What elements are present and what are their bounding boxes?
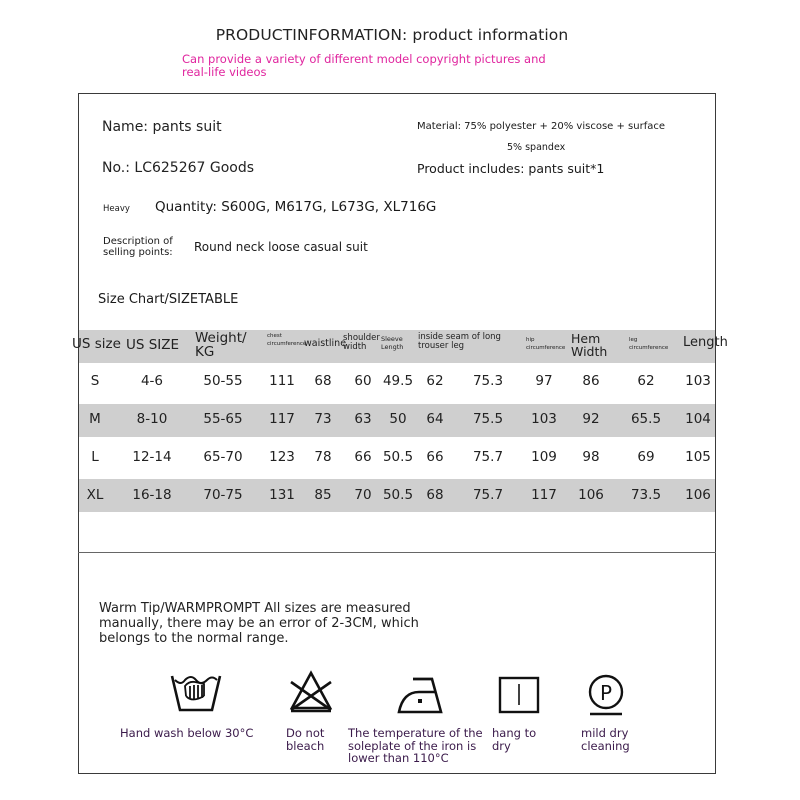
header-us-size-upper: US SIZE [126,337,180,353]
table-cell: 106 [685,487,711,503]
table-cell: 131 [269,487,295,503]
table-cell: 16-18 [132,487,172,503]
table-cell: 60 [354,373,372,389]
table-cell: 111 [269,373,295,389]
header-waistline: waistline [304,338,347,349]
table-cell: 66 [426,449,444,465]
promo-text: Can provide a variety of different model copyright pictures and real-life videos [182,52,546,79]
table-cell: 12-14 [132,449,172,465]
header-weight: Weight/ KG [195,330,247,360]
description-value: Round neck loose casual suit [194,240,368,254]
table-cell: 70 [354,487,372,503]
care-label-no-bleach: Do not bleach [286,726,325,753]
care-label-hang-dry: hang to dry [492,726,537,753]
table-cell: 73 [314,411,332,427]
hang-dry-icon [498,676,540,714]
table-cell: 64 [426,411,444,427]
page-title: PRODUCTINFORMATION: product information [215,26,569,44]
table-cell: 117 [269,411,295,427]
table-cell: M [89,411,101,427]
table-cell: 85 [314,487,332,503]
iron-low-temp-icon [395,676,445,716]
table-cell: 55-65 [203,411,243,427]
header-sleeve-length: Sleeve Length [381,335,404,351]
section-divider [78,552,716,553]
table-cell: 73.5 [630,487,662,503]
table-cell: 104 [685,411,711,427]
table-cell: 103 [531,411,557,427]
table-cell: 50 [389,411,407,427]
header-leg-circumference: leg circumference [629,337,669,351]
header-us-size-lower: US size [72,336,121,352]
header-chest-circumference: chest circumference [267,333,307,347]
table-cell: 92 [582,411,600,427]
table-cell: 98 [582,449,600,465]
product-quantity: Quantity: S600G, M617G, L673G, XL716G [155,199,437,215]
header-shoulder-width: shoulder width [343,333,380,352]
table-cell: 75.7 [472,449,504,465]
header-hem-width: Hem Width [571,331,608,359]
table-cell: 86 [582,373,600,389]
table-cell: 69 [637,449,655,465]
table-cell: 75.5 [472,411,504,427]
table-cell: XL [86,487,104,503]
table-cell: 105 [685,449,711,465]
table-cell: 68 [314,373,332,389]
product-name: Name: pants suit [102,119,222,135]
mild-dry-clean-icon [584,672,628,718]
table-cell: 68 [426,487,444,503]
table-cell: 103 [685,373,711,389]
svg-text:P: P [599,681,613,705]
table-cell: 66 [354,449,372,465]
table-cell: 75.3 [472,373,504,389]
table-cell: 65-70 [203,449,243,465]
header-inside-seam: inside seam of long trouser leg [418,332,501,351]
table-cell: 49.5 [382,373,414,389]
table-cell: 50-55 [203,373,243,389]
size-chart-title: Size Chart/SIZETABLE [98,292,239,307]
care-label-iron: The temperature of the soleplate of the iron is lower than 110°C [348,726,483,765]
table-cell: 8-10 [136,411,168,427]
product-number: No.: LC625267 Goods [102,160,255,176]
table-cell: 62 [637,373,655,389]
warm-tip: Warm Tip/WARMPROMPT All sizes are measured manually, there may be an error of 2-3CM, which belongs to the normal range. [99,601,419,646]
table-cell: 50.5 [382,449,414,465]
table-cell: 97 [535,373,553,389]
table-cell: S [90,373,100,389]
table-cell: 75.7 [472,487,504,503]
do-not-bleach-icon [288,670,334,714]
table-cell: 117 [531,487,557,503]
product-material-continued: 5% spandex [507,142,566,153]
care-label-hand-wash: Hand wash below 30°C [120,726,254,740]
table-cell: 4-6 [140,373,164,389]
table-cell: 106 [578,487,604,503]
header-length: Length [683,335,728,350]
table-cell: 70-75 [203,487,243,503]
table-cell: 123 [269,449,295,465]
description-label: Description of selling points: [103,236,173,258]
table-cell: 50.5 [382,487,414,503]
table-cell: 62 [426,373,444,389]
table-cell: 63 [354,411,372,427]
product-material: Material: 75% polyester + 20% viscose + surface [417,121,666,132]
product-includes: Product includes: pants suit*1 [417,161,605,176]
table-cell: 78 [314,449,332,465]
hand-wash-icon [169,672,223,714]
table-cell: L [91,449,99,465]
table-cell: 109 [531,449,557,465]
table-cell: 65.5 [630,411,662,427]
care-label-dry-clean: mild dry cleaning [581,726,630,753]
header-hip-circumference: hip circumference [526,337,566,351]
heavy-label: Heavy [103,204,130,214]
